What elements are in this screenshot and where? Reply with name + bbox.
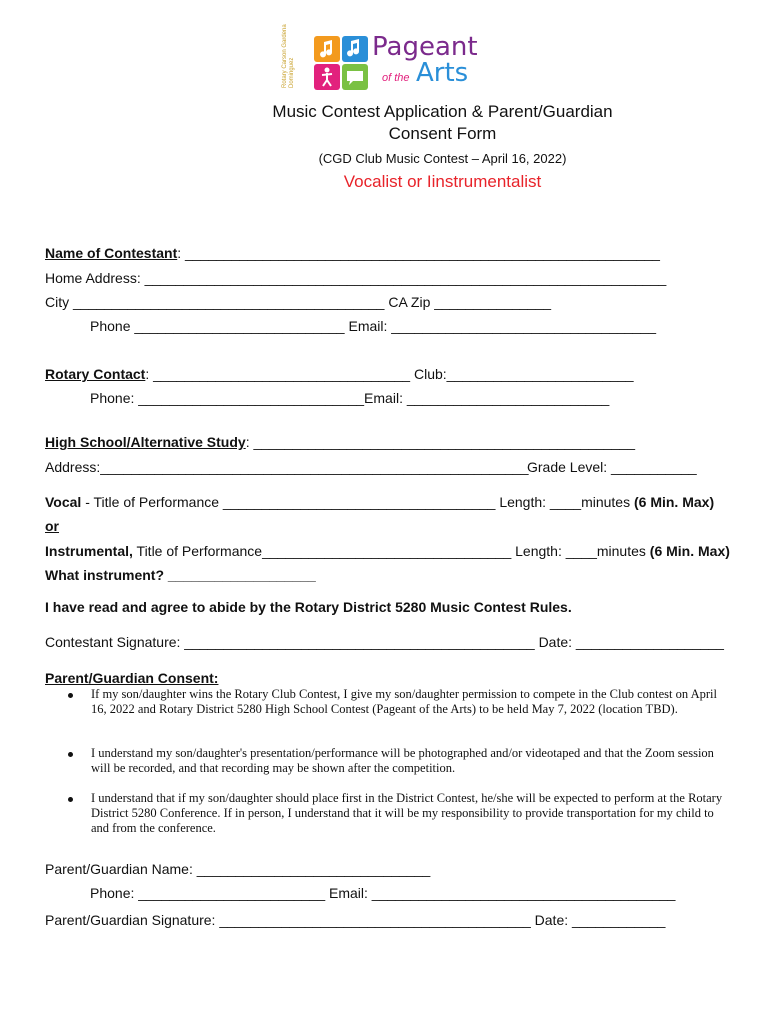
- or-text: or: [45, 518, 59, 534]
- dancer-tile: [314, 64, 340, 90]
- instrumental-row: [45, 543, 730, 559]
- guardian-name-field[interactable]: Parent/Guardian Name: ______________________________: [45, 861, 431, 877]
- guardian-signature-field[interactable]: Parent/Guardian Signature: ________________________________________ Date: ____________: [45, 912, 666, 928]
- what-instrument-field[interactable]: What instrument? ___________________: [45, 567, 316, 583]
- agreement-statement: I have read and agree to abide by the Rotary District 5280 Music Contest Rules.: [45, 599, 572, 615]
- form-title-line2: Consent Form: [388, 124, 497, 143]
- vocal-row: [45, 494, 714, 510]
- form-title-line1: Music Contest Application & Parent/Guardian: [272, 102, 613, 121]
- home-address-field[interactable]: Home Address: ___________________________________________________________________: [45, 270, 667, 286]
- school-address-field[interactable]: Address:_______________________________________________________: [45, 459, 529, 475]
- brand-pageant: Pageant: [372, 32, 478, 62]
- bullet-1: [68, 693, 73, 698]
- high-school-field[interactable]: : _________________________________________________: [245, 434, 636, 450]
- grade-level-field[interactable]: Grade Level: ___________: [527, 459, 697, 475]
- brand-arts: Arts: [416, 58, 469, 88]
- contestant-name-row: [45, 245, 660, 261]
- contestant-phone-email-field[interactable]: Phone ___________________________ Email: __________________________________: [90, 318, 657, 334]
- music-note-icon: [314, 36, 340, 62]
- double-note-icon: [342, 36, 368, 62]
- rotary-contact-field[interactable]: : _________________________________ Club:________________________: [145, 366, 634, 382]
- city-zip-field[interactable]: City ________________________________________ CA Zip _______________: [45, 294, 552, 310]
- music-note-tile: [314, 36, 340, 62]
- form-category: Vocalist or Iinstrumentalist: [343, 172, 542, 191]
- guardian-phone-email-field[interactable]: Phone: ________________________ Email: _______________________________________: [90, 885, 676, 901]
- rotary-side-text: Rotary Carson Gardena Dominguez: [282, 24, 295, 88]
- contestant-signature-field[interactable]: Contestant Signature: _____________________________________________ Date: ___________________: [45, 634, 724, 650]
- dancer-icon: [314, 64, 340, 90]
- brand-of-the: of the: [382, 72, 410, 84]
- rotary-contact-label: Rotary Contact: [45, 366, 146, 382]
- vocal-performance-field[interactable]: - Title of Performance ___________________________________ Length: ____minutes: [81, 494, 634, 510]
- vocal-label: Vocal: [45, 494, 82, 510]
- bullet-2: [68, 752, 73, 757]
- high-school-label: High School/Alternative Study: [45, 434, 246, 450]
- vocal-max: (6 Min. Max): [633, 494, 715, 510]
- name-of-contestant-field[interactable]: : _____________________________________________________________: [177, 245, 660, 261]
- consent-item-1: If my son/daughter wins the Rotary Club Contest, I give my son/daughter permission to compete in the Club contest on April 16, 2022 and Rotary District 5280 High School Contest (Pageant of the Arts) to be held May 7, 2022 (location TBD).: [91, 687, 717, 716]
- school-row: [45, 434, 635, 450]
- rotary-contact-row: [45, 366, 634, 382]
- consent-item-3: I understand that if my son/daughter should place first in the District Contest, he/she will be expected to perform at the Rotary District 5280 Conference. If in person, I understand that it will be my responsibility to provide transportation for my child to and from the conference.: [91, 791, 723, 835]
- instrumental-label: Instrumental,: [45, 543, 133, 559]
- consent-item-2: I understand my son/daughter's presentation/performance will be photographed and/or videotaped and that the Zoom session will be recorded, and that recording may be shown after the competition.: [91, 746, 714, 775]
- speech-tile: [342, 64, 368, 90]
- form-subtitle: (CGD Club Music Contest – April 16, 2022): [318, 151, 567, 166]
- consent-heading: Parent/Guardian Consent:: [45, 670, 219, 686]
- instrumental-performance-field[interactable]: Title of Performance________________________________ Length: ____minutes: [132, 543, 650, 559]
- rotary-phone-email-field[interactable]: Phone: _____________________________Email: __________________________: [90, 390, 610, 406]
- instrumental-max: (6 Min. Max): [649, 543, 730, 559]
- bullet-3: [68, 797, 73, 802]
- pageant-of-the-arts-logo: [278, 22, 478, 94]
- music-notes-tile: [342, 36, 368, 62]
- speech-bubble-icon: [342, 64, 368, 90]
- name-of-contestant-label: Name of Contestant: [45, 245, 178, 261]
